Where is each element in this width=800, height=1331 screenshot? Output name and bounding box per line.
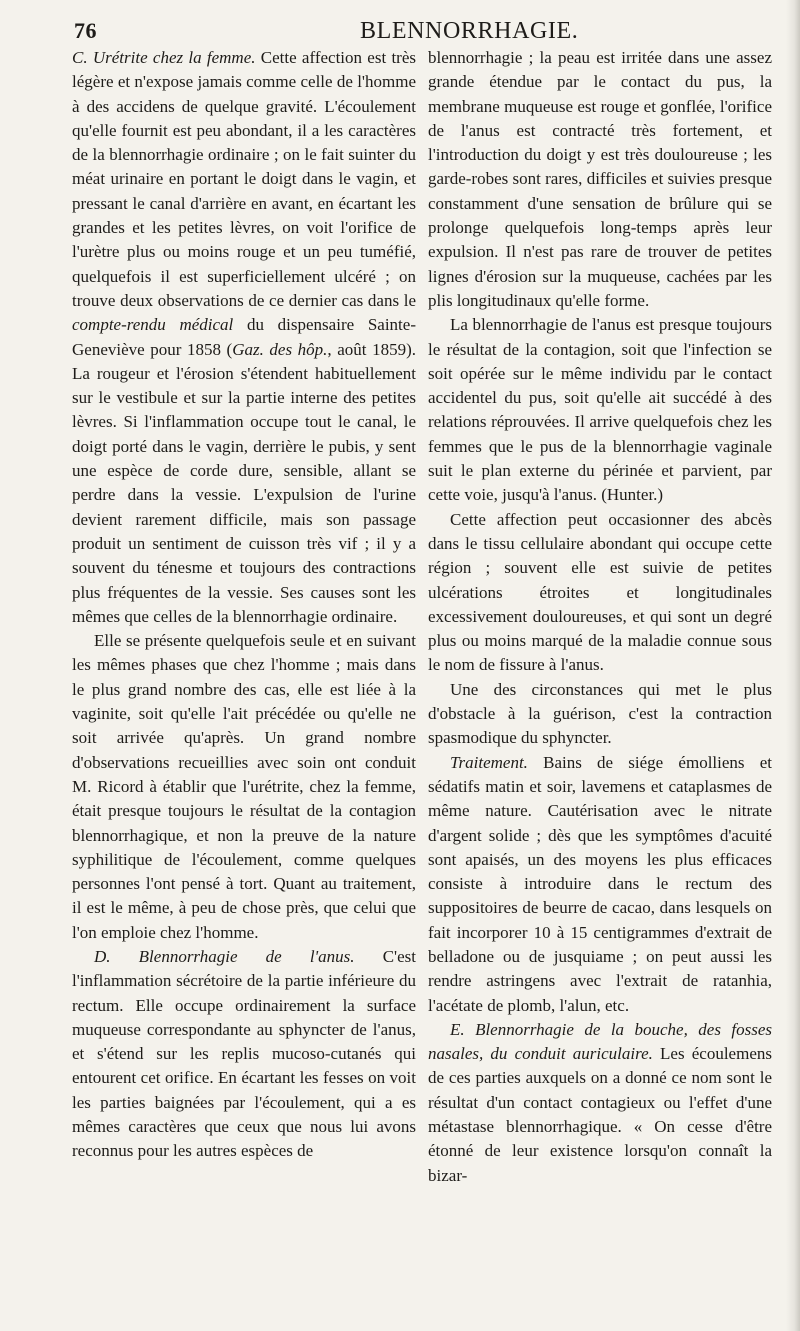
section-heading-d: D. Blennorrhagie de l'anus. bbox=[94, 946, 355, 966]
section-heading-traitement: Traitement. bbox=[450, 752, 528, 772]
paragraph-sphyncter: Une des circonstances qui met le plus d'obstacle à la guérison, c'est la contraction spasmodique du sphyncter. bbox=[428, 679, 772, 748]
paragraph-continuation: blennorrhagie ; la peau est irritée dans une assez grande étendue par le contact du pus, la membrane muqueuse est rouge et gonflée, l'orifice de l'anus est contracté très fortement, et l'introduction du doigt y est très douloureuse ; les garde-robes sont rares, difficiles et suivies presque constamment d'une sensation de brûlure qui se prolonge quelquefois long-temps après leur expulsion. Il n'est pas rare de trouver de petites lignes d'érosion sur la muqueuse, cachées par les plis longitudinaux qu'elle forme. bbox=[428, 48, 772, 310]
page-header bbox=[0, 10, 800, 50]
paragraph-traitement bbox=[428, 751, 772, 1018]
running-title: BLENNORRHAGIE. bbox=[360, 18, 579, 44]
paragraph-text: , août 1859). La rougeur et l'érosion s'étendent habituellement sur le vestibule et sur la partie interne des petites lèvres. Si l'inflammation occupe tout le canal, le doigt porté dans le vagin, derrière le pubis, y sent une espèce de corde dure, sensible, allant se perdre dans la vessie. L'expulsion de l'urine devient rarement difficile, mais son passage produit un sentiment de cuisson très vif ; il y a souvent du ténesme et toujours des contractions plus fréquentes de la vessie. Ses causes sont les mêmes que celles de la blennorrhagie ordinaire. bbox=[72, 339, 416, 626]
paragraph-abces: Cette affection peut occasionner des abcès dans le tissu cellulaire abondant qui occupe cette région ; souvent elle est suivie de petites ulcérations étroites et longitudinales excessivement douloureuses, et qui sont un degré plus ou moins marqué de la maladie connue sous le nom de fissure à l'anus. bbox=[428, 509, 772, 675]
scan-page-edge bbox=[786, 0, 800, 1331]
paragraph-blennorrhagie-anus bbox=[72, 945, 416, 1164]
section-heading-c: C. Urétrite chez la femme. bbox=[72, 48, 256, 67]
paragraph-text: Bains de siége émolliens et sédatifs matin et soir, lavemens et cataplasmes de même nature. Cautérisation avec le nitrate d'argent solide ; dès que les symptômes d'acuité sont apaisés, un des moyens les plus efficaces consiste à introduire dans le rectum des suppositoires de beurre de cacao, dans lesquels on fait incorporer 10 à 15 centigrammes d'extrait de belladone ou de jusquiame ; on peut aussi les rendre astringens avec l'extrait de ratanhia, l'acétate de plomb, l'alun, etc. bbox=[428, 752, 772, 1015]
right-column bbox=[428, 46, 772, 1188]
paragraph-contagion: La blennorrhagie de l'anus est presque toujours le résultat de la contagion, soit que l'infection se soit opérée sur le même individu par le contact accidentel du pus, soit qu'elle ait succédé à des relations réprouvées. Il arrive quelquefois chez les femmes que le pus de la blennorrhagie vaginale suit le plan externe du périnée et parvient, par cette voie, jusqu'à l'anus. (Hunter.) bbox=[428, 315, 772, 505]
reference-title: compte-rendu médical bbox=[72, 315, 234, 335]
paragraph-text: C'est l'inflammation sécrétoire de la partie inférieure du rectum. Elle occupe ordinairement la surface muqueuse correspondante au sphyncter de l'anus, et s'étend sur les replis mucoso-cutanés qui entourent cet orifice. En écartant les fesses on voit les parties baignées par l'écoulement, qui a es mêmes caractères que ceux que nous lui avons reconnus pour les autres espèces de bbox=[72, 946, 416, 1161]
paragraph-uretrite-femme bbox=[72, 46, 416, 629]
left-column bbox=[72, 46, 416, 1164]
paragraph-text: Cette affection est très légère et n'expose jamais comme celle de l'homme à des accidens de quelque gravité. L'écoulement qu'elle fournit est peu abondant, il a les caractères de la blennorrhagie ordinaire ; on le fait suinter du méat urinaire en portant le doigt dans le vagin, et pressant le canal d'arrière en avant, en écartant les grandes et les petites lèvres, on voit l'orifice de l'urètre plus ou moins rouge et un peu tuméfié, quelquefois il est superficiellement ulcéré ; on trouve deux observations de ce dernier cas dans le bbox=[72, 48, 416, 310]
paragraph-vaginite: Elle se présente quelquefois seule et en suivant les mêmes phases que chez l'homme ; mais dans le plus grand nombre des cas, elle est liée à la vaginite, soit qu'elle l'ait précédée ou qu'elle ne soit arrivée qu'après. Un grand nombre d'observations recueillies avec soin ont conduit M. Ricord à établir que l'urétrite, chez la femme, était presque toujours le résultat de la contagion blennorrhagique, et non la preuve de la nature syphilitique de l'écoulement, comme quelques personnes l'ont pensé à tort. Quant au traitement, il est le même, à peu de chose près, que celui que l'on emploie chez l'homme. bbox=[72, 631, 416, 942]
section-heading-e: E. Blennorrhagie de la bouche, des fosses nasales, du conduit auriculaire. bbox=[428, 1019, 772, 1064]
paragraph-text: du dispensaire Sainte-Geneviève pour 1858 ( bbox=[72, 315, 416, 359]
paragraph-text: Les écoulemens de ces parties auxquels on a donné ce nom sont le résultat d'un contact contagieux ou l'effet d'une métastase blennorrhagique. « On cesse d'être étonné de leur existence lorsqu'on connaît la bizar- bbox=[428, 1044, 772, 1185]
page-number: 76 bbox=[74, 18, 97, 43]
reference-journal: Gaz. des hôp. bbox=[232, 339, 328, 359]
paragraph-bouche-nasales bbox=[428, 1018, 772, 1188]
